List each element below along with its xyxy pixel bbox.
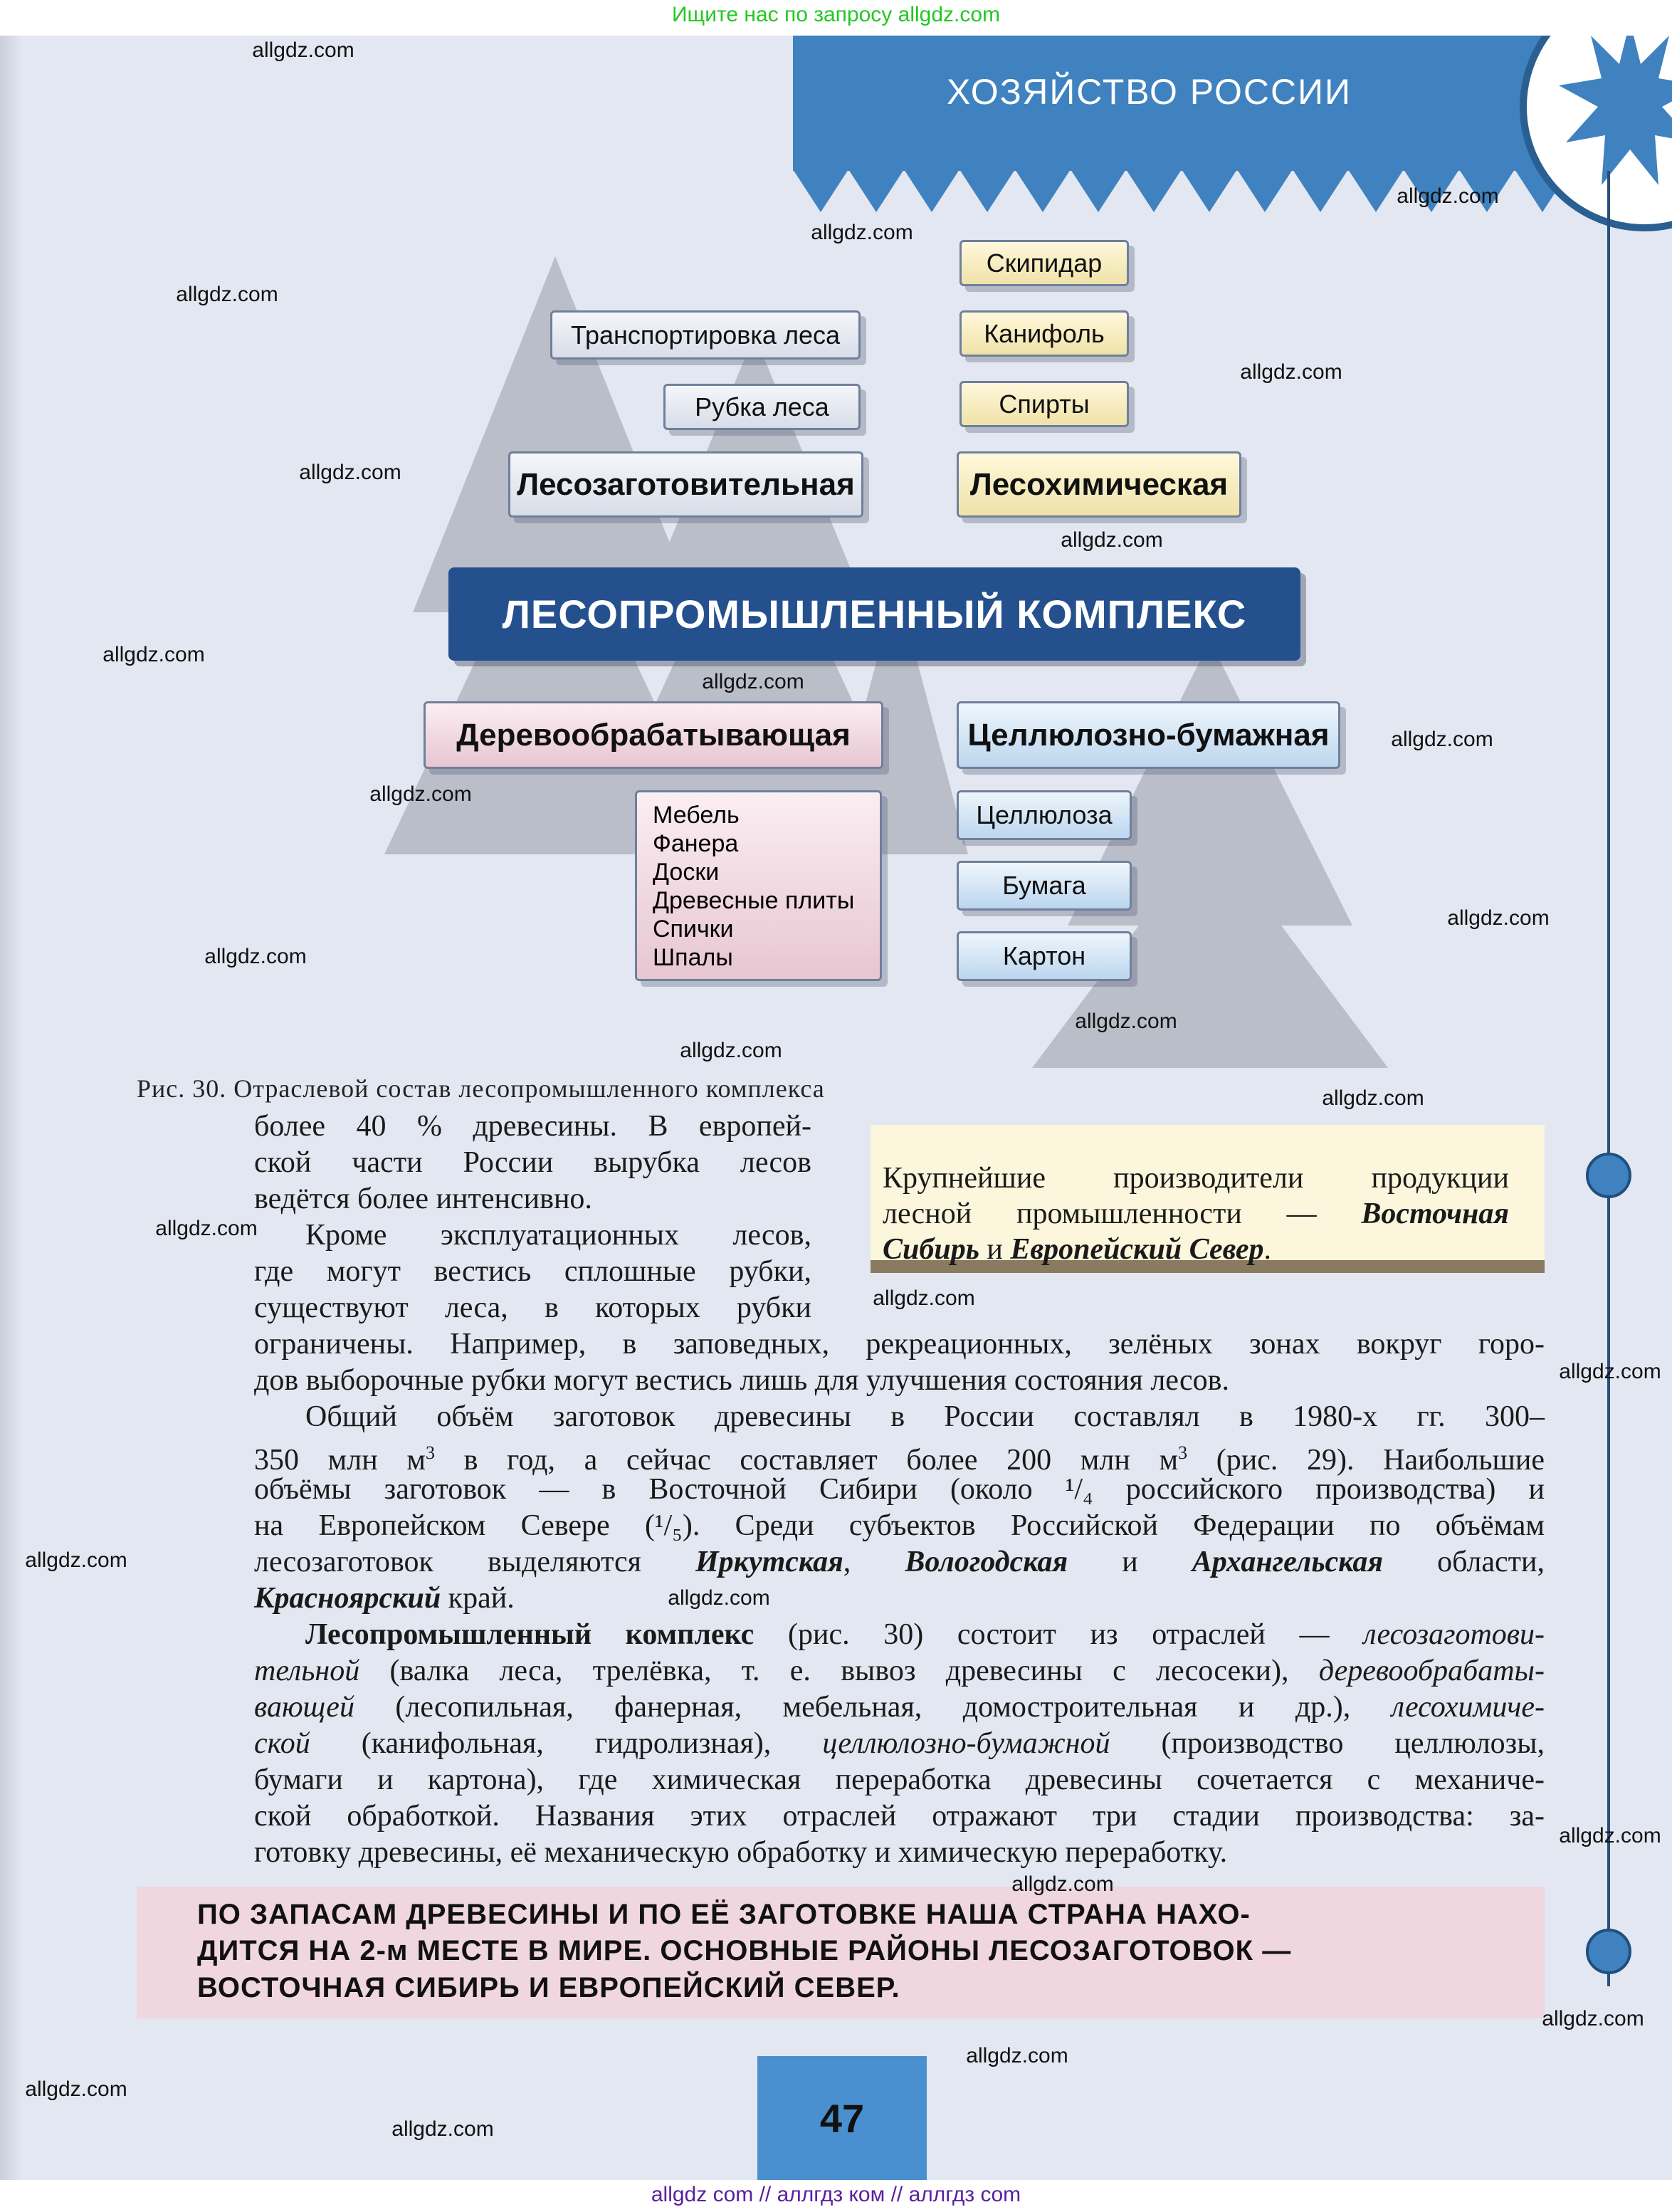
body-line — [254, 1472, 1545, 1507]
item-label: Скипидар — [986, 248, 1103, 278]
margin-dot — [1586, 1929, 1631, 1974]
watermark-text: allgdz.com — [1559, 1824, 1661, 1847]
text-run: Общий объём заготовок древесины в России составлял в 1980-х гг. 300– — [305, 1400, 1545, 1433]
body-line — [254, 1762, 1545, 1798]
text-run: (валка леса, трелёвка, т. е. вывоз древесины с лесосеки), — [359, 1655, 1319, 1687]
watermark-text: allgdz.com — [1322, 1086, 1424, 1110]
section-title: ХОЗЯЙСТВО РОССИИ — [947, 72, 1352, 112]
body-line — [305, 1617, 1545, 1652]
branch-label: Лесозаготовительная — [517, 466, 855, 502]
body-line — [254, 1181, 811, 1217]
chemical-item-box — [959, 240, 1129, 286]
body-line — [254, 1326, 1545, 1362]
callout-line — [883, 1196, 1509, 1232]
pulp-item-box — [957, 931, 1132, 981]
body-line — [254, 1835, 1545, 1870]
key-fact-line: ПО ЗАПАСАМ ДРЕВЕСИНЫ И ПО ЕЁ ЗАГОТОВКЕ НАША СТРАНА НАХО- — [197, 1899, 1251, 1930]
text-run: бумаги и картона), где химическая переработка древесины сочетается с механиче- — [254, 1763, 1545, 1796]
item-label: Транспортировка леса — [570, 320, 841, 350]
watermark-text: allgdz.com — [1447, 906, 1550, 930]
body-line — [254, 1435, 1545, 1477]
watermark-text: allgdz.com — [391, 2117, 494, 2141]
watermark-text: allgdz.com — [155, 1217, 258, 1240]
watermark-text: allgdz.com — [680, 1039, 782, 1062]
text-run: Европейский Север — [1010, 1233, 1264, 1266]
pulp-branch-box — [957, 701, 1340, 769]
text-run: (рис. 29). Наибольшие — [1187, 1444, 1545, 1477]
margin-line — [1607, 171, 1610, 1986]
text-run: более 40 % древесины. В европей- — [254, 1110, 811, 1143]
text-run: ограничены. Например, в заповедных, рекреационных, зелёных зонах вокруг горо- — [254, 1328, 1545, 1361]
list-item: Древесные плиты — [653, 887, 855, 914]
text-run: (рис. 30) состоит из отраслей — — [754, 1618, 1364, 1651]
watermark-text: allgdz.com — [1075, 1010, 1177, 1033]
text-run: и — [1068, 1546, 1192, 1578]
body-line — [254, 1145, 811, 1180]
item-label: Целлюлоза — [976, 800, 1113, 829]
watermark-text: allgdz.com — [204, 945, 307, 968]
text-run: на Европейском Севере (¹/₅). Среди субъектов Российской Федерации по объёмам — [254, 1509, 1545, 1542]
text-run: Вологодская — [905, 1546, 1068, 1578]
logging-branch-box — [508, 451, 863, 518]
body-line — [254, 1508, 1545, 1543]
body-line — [254, 1581, 1545, 1616]
watermark-text: allgdz.com — [1559, 1360, 1661, 1383]
woodworking-items-list — [635, 790, 882, 981]
chemical-item-box — [959, 381, 1129, 427]
watermark-text: allgdz.com — [966, 2044, 1068, 2067]
key-fact-line: ДИТСЯ НА 2-м МЕСТЕ В МИРЕ. ОСНОВНЫЕ РАЙОНЫ ЛЕСОЗАГОТОВОК — — [197, 1935, 1292, 1966]
body-line — [254, 1363, 1545, 1398]
branch-label: Лесохимическая — [969, 466, 1229, 502]
list-item: Шпалы — [653, 944, 733, 971]
text-run: вающей — [254, 1691, 354, 1724]
branch-label: Целлюлозно-бумажная — [967, 717, 1330, 753]
watermark-text: allgdz.com — [25, 2077, 127, 2101]
list-item: Фанера — [653, 830, 739, 857]
text-run: готовку древесины, её механическую обработку и химическую переработку. — [254, 1836, 1228, 1869]
list-item: Мебель — [653, 802, 740, 829]
callout-line — [883, 1232, 1509, 1267]
body-line — [254, 1689, 1545, 1725]
top-watermark-note: Ищите нас по запросу allgdz.com — [671, 3, 1001, 26]
text-run: Красноярский — [254, 1582, 441, 1615]
text-run: . — [1263, 1233, 1271, 1266]
text-run: (производство целлюлозы, — [1110, 1727, 1545, 1760]
text-run: 3 — [425, 1442, 435, 1463]
text-run: Крупнейшие производители продукции — [883, 1162, 1509, 1195]
body-line — [305, 1399, 1545, 1435]
watermark-text: allgdz.com — [369, 782, 472, 806]
key-fact-line: ВОСТОЧНАЯ СИБИРЬ И ЕВРОПЕЙСКИЙ СЕВЕР. — [197, 1972, 900, 2003]
branch-label: Деревообрабатывающая — [456, 717, 851, 753]
margin-dot — [1586, 1153, 1631, 1198]
woodworking-branch-box — [424, 701, 883, 769]
body-line — [254, 1544, 1545, 1580]
watermark-text: allgdz.com — [811, 221, 913, 244]
text-run: ской — [254, 1727, 310, 1760]
text-run: (лесопильная, фанерная, мебельная, домостроительная и др.), — [354, 1691, 1392, 1724]
chemical-item-box — [959, 310, 1129, 357]
item-label: Бумага — [1002, 871, 1086, 900]
watermark-text: allgdz.com — [1011, 1872, 1114, 1896]
body-line — [254, 1290, 811, 1326]
watermark-text: allgdz.com — [299, 461, 401, 484]
text-run: (канифольная, гидролизная), — [310, 1727, 823, 1760]
text-run: край. — [441, 1582, 515, 1615]
item-label: Рубка леса — [695, 392, 829, 421]
text-run: Иркутская — [695, 1546, 843, 1578]
body-line — [254, 1798, 1545, 1834]
watermark-text: allgdz.com — [668, 1586, 770, 1610]
text-run: существуют леса, в которых рубки — [254, 1291, 811, 1324]
watermark-text: allgdz.com — [1061, 528, 1163, 552]
text-run: 3 — [1178, 1442, 1188, 1463]
body-line — [254, 1726, 1545, 1761]
body-line — [305, 1217, 811, 1253]
main-label: ЛЕСОПРОМЫШЛЕННЫЙ КОМПЛЕКС — [502, 592, 1247, 636]
list-item: Спички — [653, 916, 734, 943]
text-run: , — [843, 1546, 905, 1578]
text-run: Восточная — [1361, 1197, 1509, 1230]
figure-caption: Рис. 30. Отраслевой состав лесопромышленного комплекса — [137, 1074, 825, 1103]
text-run: где могут вестись сплошные рубки, — [254, 1255, 811, 1288]
watermark-text: allgdz.com — [176, 283, 278, 306]
text-run: лесохимиче- — [1391, 1691, 1545, 1724]
watermark-text: allgdz.com — [1542, 2007, 1644, 2030]
text-run: объёмы заготовок — в Восточной Сибири (около ¹/₄ российского производства) и — [254, 1473, 1545, 1506]
pulp-item-box — [957, 790, 1132, 840]
text-run: целлюлозно-бумажной — [822, 1727, 1110, 1760]
logging-item-box — [550, 310, 861, 360]
watermark-text: allgdz.com — [25, 1548, 127, 1572]
pulp-item-box — [957, 861, 1132, 911]
watermark-text: allgdz.com — [873, 1286, 975, 1310]
body-line — [254, 1254, 811, 1289]
text-run: ской обработкой. Названия этих отраслей отражают три стадии производства: за- — [254, 1800, 1545, 1833]
text-run: Сибирь — [883, 1233, 979, 1266]
watermark-text: allgdz.com — [102, 643, 205, 666]
text-run: дов выборочные рубки могут вестись лишь для улучшения состояния лесов. — [254, 1364, 1229, 1397]
item-label: Спирты — [999, 389, 1090, 419]
bottom-watermark-note: allgdz com // аллгдз ком // аллгдз com — [651, 2183, 1021, 2206]
body-line — [254, 1653, 1545, 1689]
watermark-text: allgdz.com — [252, 38, 354, 62]
watermark-text: allgdz.com — [1397, 184, 1499, 208]
watermark-text: allgdz.com — [1240, 360, 1342, 384]
logging-item-box — [663, 384, 861, 430]
page-spine — [0, 36, 21, 2180]
text-run: тельной — [254, 1655, 360, 1687]
text-run: 350 млн м — [254, 1444, 426, 1477]
star-emblem-icon — [1516, 36, 1672, 263]
main-complex-box — [448, 567, 1300, 661]
text-run: ведётся более интенсивно. — [254, 1183, 592, 1215]
watermark-text: allgdz.com — [1391, 728, 1493, 751]
text-run: Кроме эксплуатационных лесов, — [305, 1219, 811, 1252]
chemical-branch-box — [957, 451, 1241, 518]
text-run: и — [979, 1233, 1011, 1266]
text-run: Лесопромышленный комплекс — [305, 1618, 754, 1651]
text-run: ской части России вырубка лесов — [254, 1146, 811, 1179]
text-run: в год, а сейчас составляет более 200 млн м — [434, 1444, 1179, 1477]
text-run: лесозаготови- — [1363, 1618, 1545, 1651]
text-run: области, — [1383, 1546, 1545, 1578]
item-label: Канифоль — [984, 318, 1105, 348]
text-run: лесной промышленности — — [883, 1197, 1362, 1230]
list-item: Доски — [653, 859, 720, 886]
page-number: 47 — [757, 2056, 927, 2180]
body-line — [254, 1108, 811, 1144]
text-run: Архангельская — [1192, 1546, 1384, 1578]
text-run: лесозаготовок выделяются — [254, 1546, 695, 1578]
text-run: деревообрабаты- — [1318, 1655, 1545, 1687]
callout-line — [883, 1160, 1509, 1196]
watermark-text: allgdz.com — [702, 670, 804, 693]
item-label: Картон — [1002, 941, 1086, 970]
